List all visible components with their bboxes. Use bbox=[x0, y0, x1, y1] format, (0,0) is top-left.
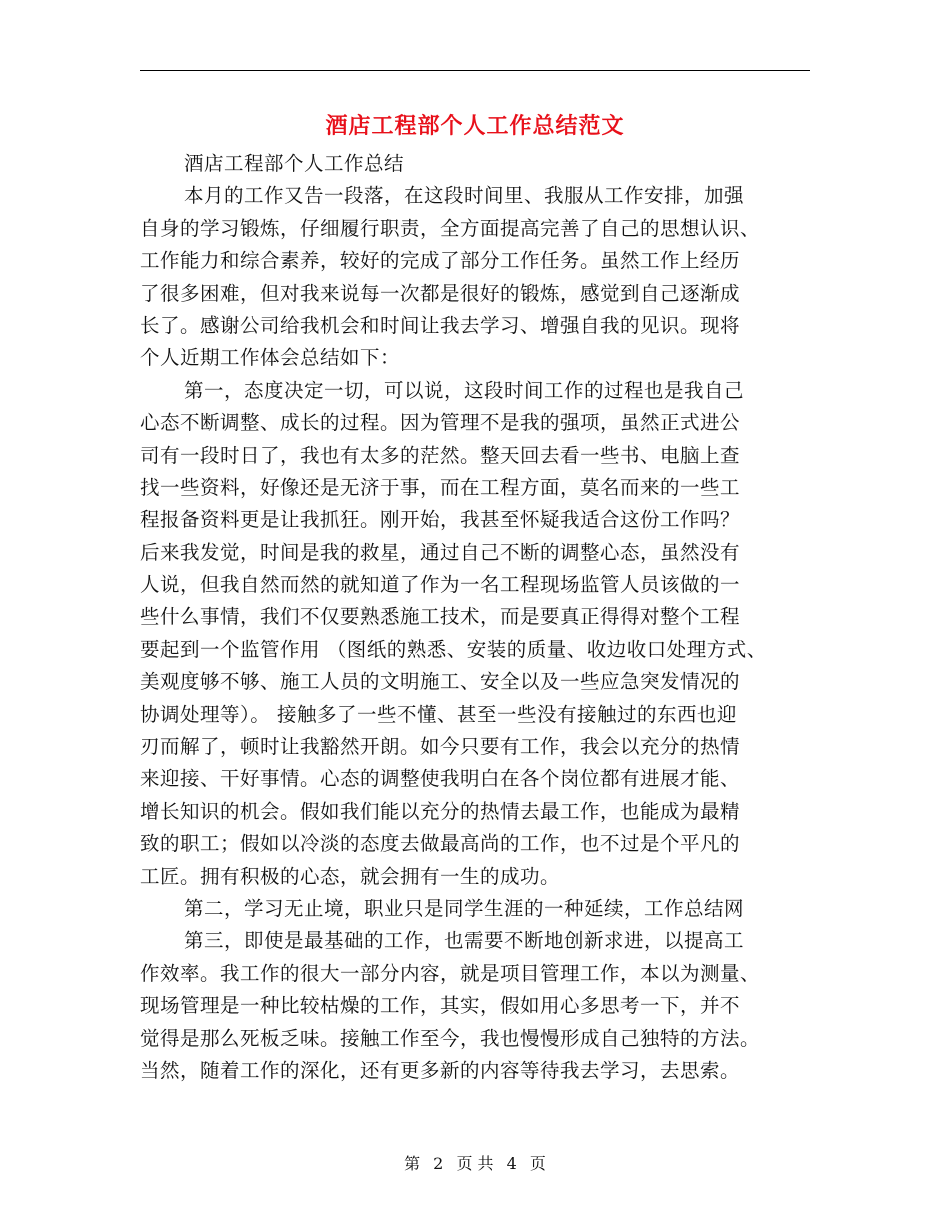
body-text-line: 要起到一个监管作用 （图纸的熟悉、安装的质量、收边收口处理方式、 bbox=[140, 637, 767, 661]
footer-middle: 页 共 bbox=[456, 1154, 494, 1173]
footer-total-pages: 4 bbox=[506, 1154, 517, 1173]
body-text-line: 作效率。我工作的很大一部分内容，就是项目管理工作，本以为测量、 bbox=[140, 961, 761, 985]
body-text-line: 觉得是那么死板乏味。接触工作至今，我也慢慢形成自己独特的方法。 bbox=[140, 1026, 761, 1050]
body-text-line: 自身的学习锻炼，仔细履行职责，全方面提高完善了自己的思想认识、 bbox=[140, 216, 761, 240]
body-text-line: 司有一段时日了，我也有太多的茫然。整天回去看一些书、电脑上查 bbox=[140, 443, 741, 467]
body-text-line: 本月的工作又告一段落，在这段时间里、我服从工作安排，加强 bbox=[184, 184, 745, 208]
body-text-line: 了很多困难，但对我来说每一次都是很好的锻炼，感觉到自己逐渐成 bbox=[140, 281, 741, 305]
body-text-line: 第二，学习无止境，职业只是同学生涯的一种延续，工作总结网 bbox=[184, 896, 745, 920]
document-body bbox=[140, 148, 815, 1087]
body-text-line: 现场管理是一种比较枯燥的工作，其实，假如用心多思考一下，并不 bbox=[140, 994, 741, 1018]
body-text-line: 当然，随着工作的深化，还有更多新的内容等待我去学习，去思索。 bbox=[140, 1058, 741, 1082]
page-footer bbox=[0, 1152, 950, 1176]
header-rule bbox=[140, 70, 810, 71]
body-text-line: 些什么事情，我们不仅要熟悉施工技术，而是要真正得得对整个工程 bbox=[140, 605, 741, 629]
body-text-line: 程报备资料更是让我抓狂。刚开始，我甚至怀疑我适合这份工作吗？ bbox=[140, 508, 741, 532]
body-text-line: 后来我发觉，时间是我的救星，通过自己不断的调整心态，虽然没有 bbox=[140, 540, 741, 564]
body-text-line: 工作能力和综合素养，较好的完成了部分工作任务。虽然工作上经历 bbox=[140, 249, 741, 273]
body-text-line: 协调处理等）。 接触多了一些不懂、甚至一些没有接触过的东西也迎 bbox=[140, 702, 737, 726]
footer-suffix: 页 bbox=[529, 1154, 546, 1173]
body-text-line: 第三，即使是最基础的工作，也需要不断地创新求进，以提高工 bbox=[184, 929, 745, 953]
body-text-line: 个人近期工作体会总结如下： bbox=[140, 346, 401, 370]
body-text-line: 美观度够不够、施工人员的文明施工、安全以及一些应急突发情况的 bbox=[140, 670, 741, 694]
body-text-line: 工匠。拥有积极的心态，就会拥有一生的成功。 bbox=[140, 864, 561, 888]
body-text-line: 心态不断调整、成长的过程。因为管理不是我的强项，虽然正式进公 bbox=[140, 411, 741, 435]
body-text-line: 第一，态度决定一切，可以说，这段时间工作的过程也是我自己 bbox=[184, 378, 745, 402]
body-text-line: 刃而解了，顿时让我豁然开朗。如今只要有工作，我会以充分的热情 bbox=[140, 735, 741, 759]
body-text-line: 致的职工；假如以冷淡的态度去做最高尚的工作，也不过是个平凡的 bbox=[140, 832, 741, 856]
footer-prefix: 第 bbox=[404, 1154, 421, 1173]
body-text-line: 增长知识的机会。假如我们能以充分的热情去最工作，也能成为最精 bbox=[140, 799, 741, 823]
body-text-line: 酒店工程部个人工作总结 bbox=[184, 152, 405, 175]
body-text-line: 来迎接、干好事情。心态的调整使我明白在各个岗位都有进展才能、 bbox=[140, 767, 741, 791]
body-text-line: 找一些资料，好像还是无济于事，而在工程方面，莫名而来的一些工 bbox=[140, 475, 741, 499]
body-text-line: 长了。感谢公司给我机会和时间让我去学习、增强自我的见识。现将 bbox=[140, 313, 741, 337]
document-title: 酒店工程部个人工作总结范文 bbox=[325, 113, 625, 139]
body-text-line: 人说，但我自然而然的就知道了作为一名工程现场监管人员该做的一 bbox=[140, 573, 741, 597]
footer-current-page: 2 bbox=[433, 1154, 444, 1173]
